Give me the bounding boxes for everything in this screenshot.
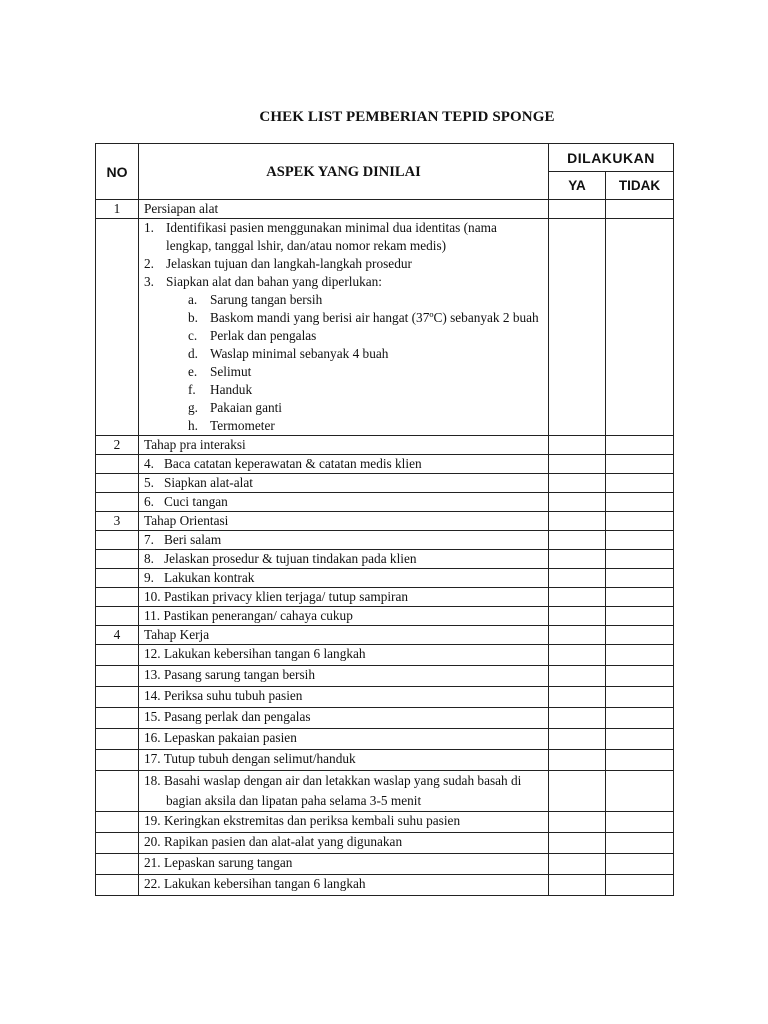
table-row <box>96 833 674 854</box>
empty-no-cell <box>96 729 139 750</box>
table-row <box>96 708 674 729</box>
section-number: 2 <box>96 436 139 455</box>
sub-list-item: h. Termometer <box>188 418 275 433</box>
step-text: 7. Beri salam <box>139 531 549 550</box>
tidak-checkbox-cell[interactable] <box>606 875 674 896</box>
tidak-checkbox-cell[interactable] <box>606 455 674 474</box>
empty-no-cell <box>96 474 139 493</box>
ya-checkbox-cell[interactable] <box>549 626 606 645</box>
tidak-checkbox-cell[interactable] <box>606 569 674 588</box>
sub-list-item: f. Handuk <box>188 382 253 397</box>
list-item: 3. Siapkan alat dan bahan yang diperlukan: <box>144 274 383 289</box>
table-row <box>96 531 674 550</box>
step-text: 21. Lepaskan sarung tangan <box>139 854 549 875</box>
step-text: 15. Pasang perlak dan pengalas <box>139 708 549 729</box>
step-text: 12. Lakukan kebersihan tangan 6 langkah <box>139 645 549 666</box>
ya-checkbox-cell[interactable] <box>549 512 606 531</box>
ya-checkbox-cell[interactable] <box>549 531 606 550</box>
empty-no-cell <box>96 854 139 875</box>
step-text: 9. Lakukan kontrak <box>139 569 549 588</box>
table-row <box>96 854 674 875</box>
section-title: Persiapan alat <box>139 200 549 219</box>
tidak-checkbox-cell[interactable] <box>606 493 674 512</box>
ya-checkbox-cell[interactable] <box>549 645 606 666</box>
empty-no-cell <box>96 607 139 626</box>
table-row <box>96 455 674 474</box>
ya-checkbox-cell[interactable] <box>549 588 606 607</box>
document-title: CHEK LIST PEMBERIAN TEPID SPONGE <box>259 109 555 125</box>
step-text: 22. Lakukan kebersihan tangan 6 langkah <box>139 875 549 896</box>
step-text: 8. Jelaskan prosedur & tujuan tindakan pada klien <box>139 550 549 569</box>
step-text: 4. Baca catatan keperawatan & catatan medis klien <box>139 455 549 474</box>
tidak-checkbox-cell[interactable] <box>606 666 674 687</box>
tidak-checkbox-cell[interactable] <box>606 550 674 569</box>
ya-checkbox-cell[interactable] <box>549 219 606 436</box>
ya-checkbox-cell[interactable] <box>549 729 606 750</box>
tidak-checkbox-cell[interactable] <box>606 708 674 729</box>
table-row <box>96 219 674 436</box>
sub-list-item: d. Waslap minimal sebanyak 4 buah <box>188 346 389 361</box>
header-ya: YA <box>549 172 606 200</box>
empty-no-cell <box>96 493 139 512</box>
sub-list-item: b. Baskom mandi yang berisi air hangat (37ºC) sebanyak 2 buah <box>188 310 539 325</box>
tidak-checkbox-cell[interactable] <box>606 687 674 708</box>
table-row <box>96 550 674 569</box>
section-row <box>96 436 674 455</box>
tidak-checkbox-cell[interactable] <box>606 607 674 626</box>
ya-checkbox-cell[interactable] <box>549 687 606 708</box>
empty-no-cell <box>96 531 139 550</box>
empty-no-cell <box>96 455 139 474</box>
section-number: 4 <box>96 626 139 645</box>
ya-checkbox-cell[interactable] <box>549 550 606 569</box>
tidak-checkbox-cell[interactable] <box>606 200 674 219</box>
empty-no-cell <box>96 219 139 436</box>
empty-no-cell <box>96 833 139 854</box>
table-row <box>96 645 674 666</box>
step-text: 16. Lepaskan pakaian pasien <box>139 729 549 750</box>
table-row <box>96 687 674 708</box>
step-text: 19. Keringkan ekstremitas dan periksa kembali suhu pasien <box>139 812 549 833</box>
tidak-checkbox-cell[interactable] <box>606 854 674 875</box>
empty-no-cell <box>96 812 139 833</box>
section-title: Tahap Kerja <box>139 626 549 645</box>
empty-no-cell <box>96 588 139 607</box>
persiapan-items <box>139 219 549 436</box>
step-text: 17. Tutup tubuh dengan selimut/handuk <box>139 750 549 771</box>
table-row <box>96 812 674 833</box>
step-text: 10. Pastikan privacy klien terjaga/ tutup sampiran <box>139 588 549 607</box>
ya-checkbox-cell[interactable] <box>549 708 606 729</box>
sub-list-item: c. Perlak dan pengalas <box>188 328 317 343</box>
section-row <box>96 200 674 219</box>
step-text: 14. Periksa suhu tubuh pasien <box>139 687 549 708</box>
sub-list-item: e. Selimut <box>188 364 252 379</box>
section-number: 1 <box>96 200 139 219</box>
step-text: 13. Pasang sarung tangan bersih <box>139 666 549 687</box>
tidak-checkbox-cell[interactable] <box>606 436 674 455</box>
ya-checkbox-cell[interactable] <box>549 474 606 493</box>
ya-checkbox-cell[interactable] <box>549 607 606 626</box>
tidak-checkbox-cell[interactable] <box>606 474 674 493</box>
tidak-checkbox-cell[interactable] <box>606 531 674 550</box>
checklist-table <box>95 143 674 896</box>
ya-checkbox-cell[interactable] <box>549 854 606 875</box>
table-row <box>96 875 674 896</box>
sub-list-item: a. Sarung tangan bersih <box>188 292 323 307</box>
header-aspek: ASPEK YANG DINILAI <box>139 144 549 200</box>
header-dilakukan: DILAKUKAN <box>549 144 674 172</box>
table-row <box>96 666 674 687</box>
empty-no-cell <box>96 875 139 896</box>
header-no: NO <box>96 144 139 200</box>
table-row <box>96 588 674 607</box>
ya-checkbox-cell[interactable] <box>549 455 606 474</box>
step-text: 6. Cuci tangan <box>139 493 549 512</box>
tidak-checkbox-cell[interactable] <box>606 729 674 750</box>
ya-checkbox-cell[interactable] <box>549 812 606 833</box>
tidak-checkbox-cell[interactable] <box>606 750 674 771</box>
step-text: 20. Rapikan pasien dan alat-alat yang digunakan <box>139 833 549 854</box>
list-item: 1. Identifikasi pasien menggunakan minimal dua identitas (nama lengkap, tanggal lshir, dan/atau nomor rekam medis) <box>144 220 497 253</box>
ya-checkbox-cell[interactable] <box>549 666 606 687</box>
tidak-checkbox-cell[interactable] <box>606 219 674 436</box>
section-title: Tahap Orientasi <box>139 512 549 531</box>
step-text: 11. Pastikan penerangan/ cahaya cukup <box>139 607 549 626</box>
section-title: Tahap pra interaksi <box>139 436 549 455</box>
table-row <box>96 729 674 750</box>
ya-checkbox-cell[interactable] <box>549 833 606 854</box>
section-row <box>96 512 674 531</box>
tidak-checkbox-cell[interactable] <box>606 588 674 607</box>
empty-no-cell <box>96 771 139 812</box>
ya-checkbox-cell[interactable] <box>549 771 606 812</box>
tidak-checkbox-cell[interactable] <box>606 812 674 833</box>
header-tidak: TIDAK <box>606 172 674 200</box>
ya-checkbox-cell[interactable] <box>549 875 606 896</box>
section-number: 3 <box>96 512 139 531</box>
empty-no-cell <box>96 708 139 729</box>
sub-list-item: g. Pakaian ganti <box>188 400 283 415</box>
empty-no-cell <box>96 750 139 771</box>
ya-checkbox-cell[interactable] <box>549 750 606 771</box>
empty-no-cell <box>96 645 139 666</box>
tidak-checkbox-cell[interactable] <box>606 645 674 666</box>
tidak-checkbox-cell[interactable] <box>606 771 674 812</box>
section-row <box>96 626 674 645</box>
empty-no-cell <box>96 687 139 708</box>
list-item: 2. Jelaskan tujuan dan langkah-langkah prosedur <box>144 256 412 271</box>
step-text: 5. Siapkan alat-alat <box>139 474 549 493</box>
empty-no-cell <box>96 550 139 569</box>
table-row <box>96 607 674 626</box>
table-row <box>96 474 674 493</box>
table-row <box>96 493 674 512</box>
tidak-checkbox-cell[interactable] <box>606 626 674 645</box>
empty-no-cell <box>96 569 139 588</box>
table-row <box>96 771 674 812</box>
table-row <box>96 750 674 771</box>
ya-checkbox-cell[interactable] <box>549 436 606 455</box>
empty-no-cell <box>96 666 139 687</box>
ya-checkbox-cell[interactable] <box>549 493 606 512</box>
table-row <box>96 569 674 588</box>
step-text: 18. Basahi waslap dengan air dan letakkan waslap yang sudah basah di bagian aksila dan lipatan paha selama 3-5 menit <box>139 771 549 812</box>
tidak-checkbox-cell[interactable] <box>606 512 674 531</box>
tidak-checkbox-cell[interactable] <box>606 833 674 854</box>
ya-checkbox-cell[interactable] <box>549 569 606 588</box>
ya-checkbox-cell[interactable] <box>549 200 606 219</box>
